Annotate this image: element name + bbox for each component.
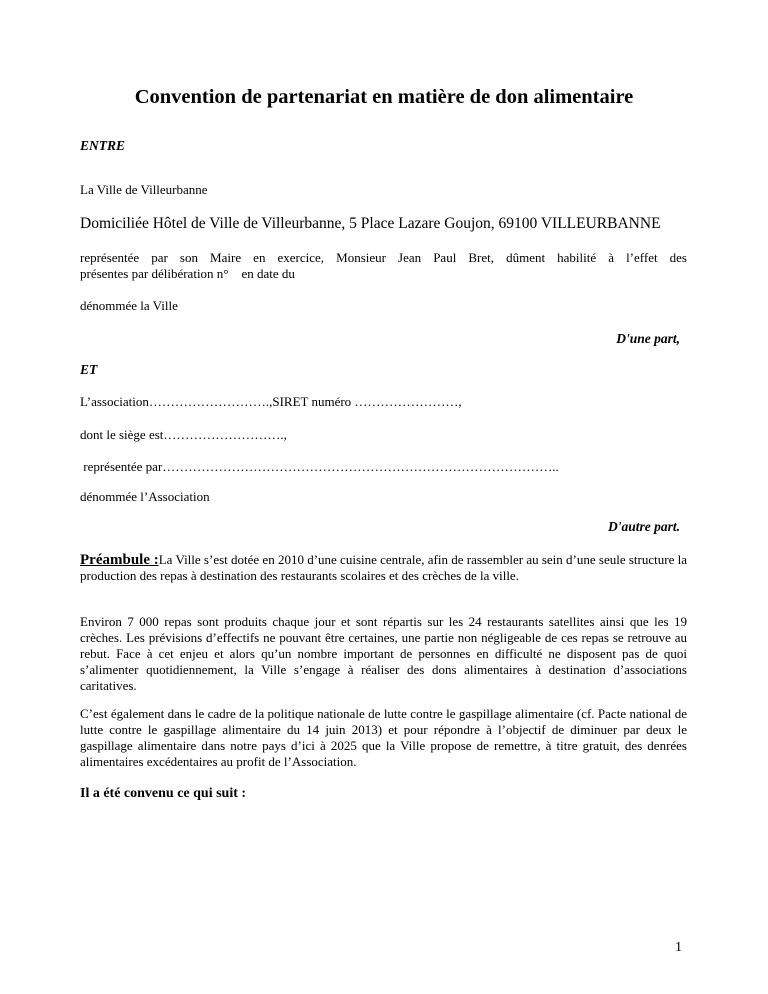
- et-heading: ET: [80, 362, 98, 377]
- representation-line-1: représentée par son Maire en exercice, Monsieur Jean Paul Bret, dûment habilité à l’effet des: [80, 250, 687, 265]
- ville-representation: [80, 250, 687, 282]
- preambule-paragraph: [80, 552, 687, 584]
- page-number: 1: [675, 940, 682, 955]
- document-title: Convention de partenariat en matière de don alimentaire: [134, 86, 634, 108]
- association-denomination: dénommée l’Association: [80, 489, 210, 504]
- paragraph-repas: Environ 7 000 repas sont produits chaque jour et sont répartis sur les 24 restaurants satellites ainsi que les 19 crèches. Les prévisions d’effectifs ne pouvant être certaines, une partie non négligeable de ces repas se retrouve au rebut. Face à cet enjeu et alors qu’un nombre important de personnes en difficulté ne disposent pas de quoi s’alimenter quotidiennement, la Ville s’engage à réaliser des dons alimentaires à destination d’associations caritatives.: [80, 614, 687, 693]
- association-line: L’association……………………….,SIRET numéro ……………………,: [80, 394, 462, 409]
- entre-heading: ENTRE: [80, 138, 126, 153]
- paragraph-gaspillage: C’est également dans le cadre de la politique nationale de lutte contre le gaspillage alimentaire (cf. Pacte national de lutte contre le gaspillage alimentaire du 14 juin 2013) et pour répondre à l’objectif de diminuer par deux le gaspillage alimentaire dans notre pays d’ici à 2025 que la Ville propose de remettre, à titre gratuit, des denrées alimentaires excédentaires au profit de l’Association.: [80, 706, 687, 769]
- ville-denomination: dénommée la Ville: [80, 298, 178, 313]
- convenu-heading: Il a été convenu ce qui suit :: [80, 786, 247, 801]
- preambule-text: La Ville s’est dotée en 2010 d’une cuisine centrale, afin de rassembler au sein d’une seule structure la production des repas à destination des restaurants scolaires et des crèches de la ville.: [80, 552, 687, 583]
- representee-par-line: représentée par………………………………………………………………………………..: [80, 459, 559, 474]
- siege-line: dont le siège est……………………….,: [80, 427, 287, 442]
- une-part-label: D'une part,: [616, 331, 680, 346]
- ville-name: La Ville de Villeurbanne: [80, 182, 208, 197]
- preambule-label: Préambule :: [80, 552, 159, 568]
- ville-address: Domiciliée Hôtel de Ville de Villeurbanne, 5 Place Lazare Goujon, 69100 VILLEURBANNE: [80, 215, 661, 232]
- representation-line-2: présentes par délibération n° en date du: [80, 266, 295, 281]
- autre-part-label: D'autre part.: [607, 519, 680, 534]
